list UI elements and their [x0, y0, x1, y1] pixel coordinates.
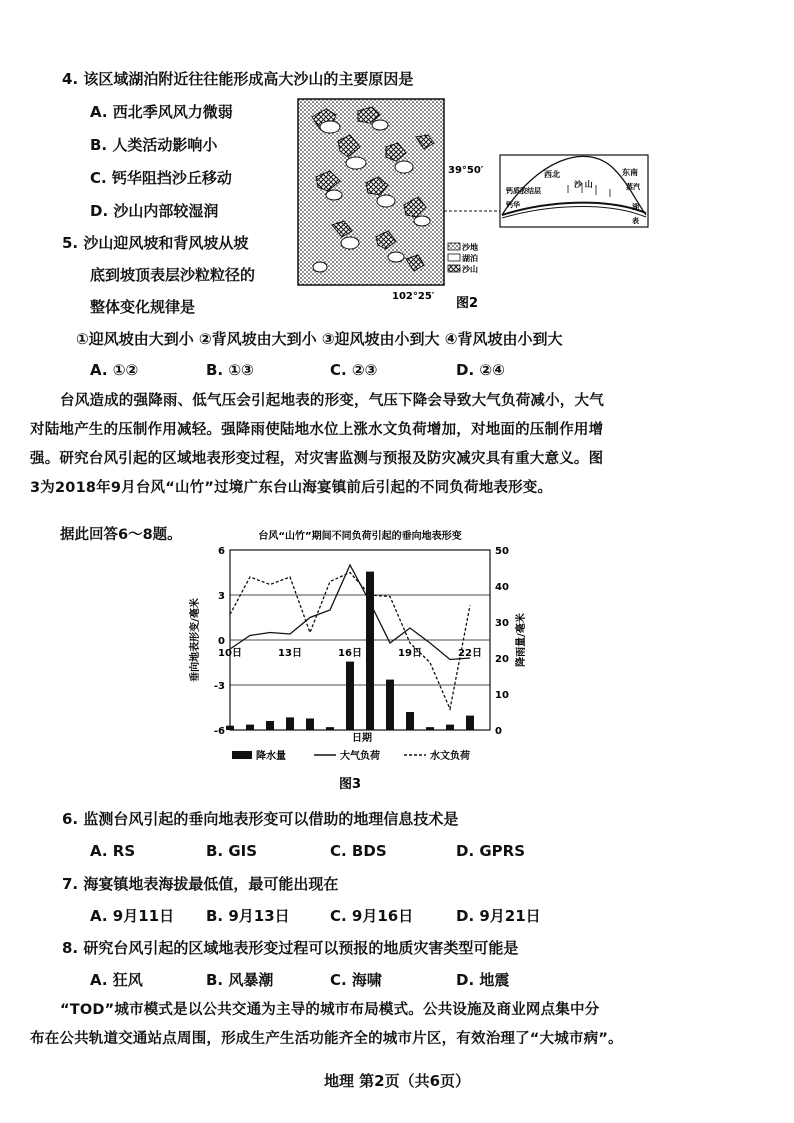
y-right-tick: 20 [495, 654, 509, 665]
q5-choices: ①迎风坡由大到小 ②背风坡由大到小 ③迎风坡由小到大 ④背风坡由小到大 [76, 330, 563, 348]
passage-line-2: 对陆地产生的压制作用减轻。强降雨使陆地水位上涨水文负荷增加，对地面的压制作用增 [30, 422, 604, 438]
y-right-tick: 30 [495, 618, 509, 629]
y-left-tick: 6 [218, 546, 225, 557]
q8-option-b: B. 风暴潮 [206, 971, 274, 989]
y-right-tick: 0 [495, 726, 502, 737]
passage-typhoon [30, 387, 770, 503]
x-tick: 13日 [278, 648, 302, 659]
q7-option-a: A. 9月11日 [90, 907, 175, 925]
x-tick: 10日 [218, 648, 242, 659]
precip-bar [406, 712, 414, 730]
x-tick: 16日 [338, 648, 362, 659]
q7-option-d: D. 9月21日 [456, 907, 541, 925]
q4-option-a: A. 西北季风风力微弱 [90, 103, 233, 121]
figure-2-map [296, 97, 696, 313]
q5-option-b: B. ①③ [206, 361, 254, 379]
legend-atm: 大气负荷 [340, 751, 380, 762]
question-5-stem-line3: 整体变化规律是 [90, 298, 196, 316]
y-right-label: 降雨量/毫米 [516, 613, 527, 667]
fig2-legend [448, 242, 478, 274]
q7-option-b: B. 9月13日 [206, 907, 290, 925]
precip-bar [386, 680, 394, 730]
legend-precip: 降水量 [256, 751, 286, 762]
precip-bar [306, 718, 314, 730]
q8-option-d: D. 地震 [456, 971, 510, 989]
profile-calc: 钙华 [506, 201, 520, 209]
precip-bar [286, 717, 294, 730]
question-5-stem-line1: 5. 沙山迎风坡和背风坡从坡 [62, 234, 249, 252]
atmospheric-load-line [230, 565, 470, 660]
y-right-tick: 10 [495, 690, 509, 701]
q5-option-a: A. ①② [90, 361, 139, 379]
question-7-stem: 7. 海宴镇地表海拔最低值，最可能出现在 [62, 875, 339, 893]
y-left-tick: -3 [213, 681, 225, 692]
passage-tod [30, 996, 770, 1054]
x-tick: 19日 [398, 648, 422, 659]
legend-sand-mountain: 沙山 [462, 265, 478, 274]
y-left-tick: 0 [218, 636, 225, 647]
chart-title: 台风“山竹”期间不同负荷引起的垂向地表形变 [258, 531, 462, 542]
q4-option-c: C. 钙华阻挡沙丘移动 [90, 169, 232, 187]
profile-vapor: 蒸汽 [626, 183, 640, 191]
q6-option-b: B. GIS [206, 842, 258, 860]
precip-bar [226, 726, 234, 730]
y-left-label: 垂向地表形变/毫米 [190, 598, 201, 682]
q4-option-b: B. 人类活动影响小 [90, 136, 218, 154]
profile-sand: 沙 山 [574, 180, 593, 189]
q5-option-c: C. ②③ [330, 361, 378, 379]
legend-precip-swatch [232, 751, 252, 759]
profile-calc-layer: 钙质胶结层 [506, 187, 541, 195]
y-left-tick: -6 [213, 726, 225, 737]
passage-line-1: 台风造成的强降雨、低气压会引起地表的形变，气压下降会导致大气负荷减小，大气 [60, 393, 604, 409]
passage2-line-2: 布在公共轨道交通站点周围，形成生产生活功能齐全的城市片区，有效治理了“大城市病”。 [30, 1031, 623, 1047]
precip-bar [466, 716, 474, 730]
q8-option-c: C. 海啸 [330, 971, 382, 989]
q4-option-d: D. 沙山内部较湿润 [90, 202, 219, 220]
x-axis-label: 日期 [352, 733, 372, 744]
precip-bar [426, 727, 434, 730]
q6-option-a: A. RS [90, 842, 136, 860]
passage-line-3: 强。研究台风引起的区域地表形变过程，对灾害监测与预报及防灾减灾具有重大意义。图 [30, 451, 604, 467]
precip-bar [266, 721, 274, 730]
figure-3-chart [180, 526, 540, 796]
precip-bar [326, 727, 334, 730]
fig2-latitude: 39°50′ [448, 165, 484, 176]
passage2-line-1: “TOD”城市模式是以公共交通为主导的城市布局模式。公共设施及商业网点集中分 [60, 1002, 600, 1018]
fig2-longitude: 102°25′ [392, 291, 435, 302]
passage-line-4: 3为2018年9月台风“山竹”过境广东台山海宴镇前后引起的不同负荷地表形变。 [30, 480, 553, 496]
y-left-tick: 3 [218, 591, 225, 602]
profile-nw: 西北 [544, 170, 560, 179]
legend-sand-land: 沙地 [462, 243, 478, 252]
profile-se: 东南 [622, 168, 638, 177]
fig3-caption: 图3 [338, 777, 362, 792]
q6-option-c: C. BDS [330, 842, 387, 860]
precip-bar [246, 725, 254, 730]
question-5-stem-line2: 底到坡顶表层沙粒粒径的 [90, 266, 256, 284]
profile-surface: 表 [632, 217, 639, 225]
x-tick: 22日 [458, 648, 482, 659]
y-right-tick: 40 [495, 582, 509, 593]
question-6-stem: 6. 监测台风引起的垂向地表形变可以借助的地理信息技术是 [62, 810, 459, 828]
profile-lake: 湖 [632, 203, 639, 211]
legend-hyd: 水文负荷 [430, 751, 470, 762]
legend-lake: 湖泊 [462, 254, 478, 263]
precip-bar [446, 725, 454, 730]
question-8-stem: 8. 研究台风引起的区域地表形变过程可以预报的地质灾害类型可能是 [62, 939, 519, 957]
q7-option-c: C. 9月16日 [330, 907, 414, 925]
q6-option-d: D. GPRS [456, 842, 526, 860]
question-4-stem: 4. 该区域湖泊附近往往能形成高大沙山的主要原因是 [62, 70, 414, 88]
q8-option-a: A. 狂风 [90, 971, 143, 989]
q5-option-d: D. ②④ [456, 361, 505, 379]
page-footer: 地理 第2页（共6页） [323, 1072, 471, 1090]
fig2-caption: 图2 [456, 296, 479, 311]
y-right-tick: 50 [495, 546, 509, 557]
precip-bar [346, 662, 354, 730]
answer-intro: 据此回答6～8题。 [60, 527, 182, 543]
